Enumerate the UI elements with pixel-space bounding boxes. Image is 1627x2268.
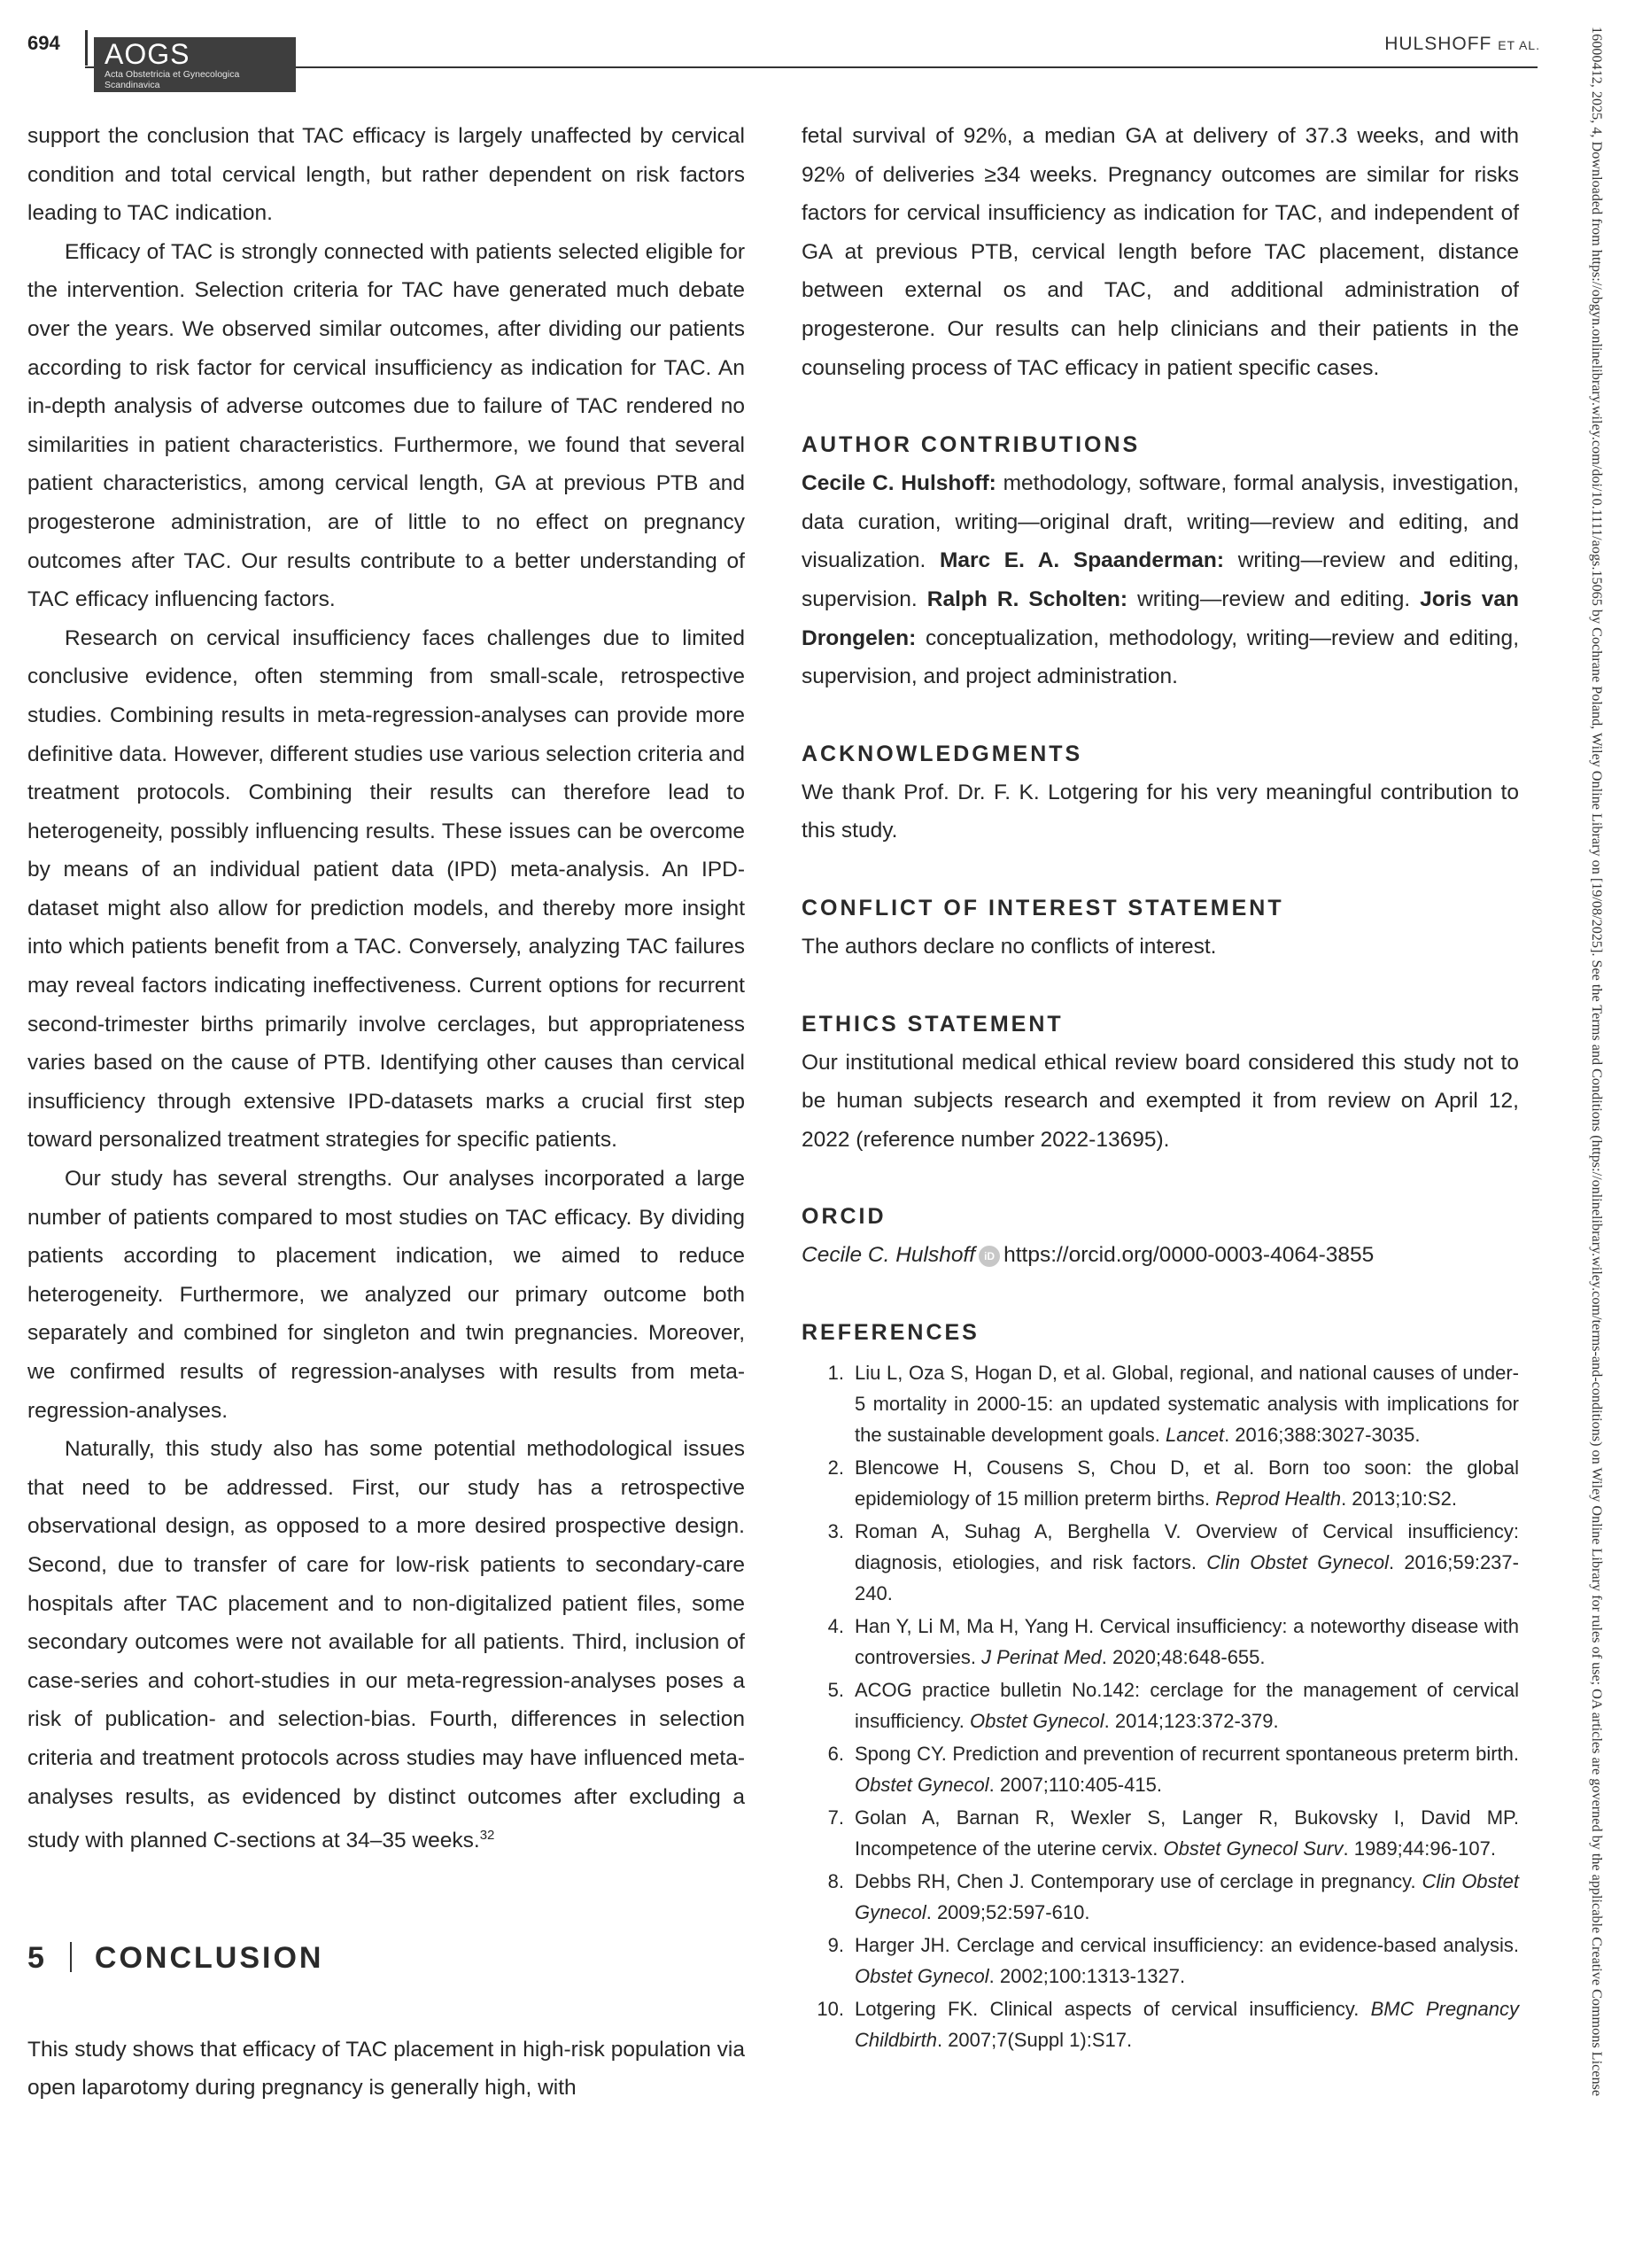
running-head xyxy=(1384,34,1540,55)
reference-item xyxy=(802,1866,1519,1928)
paragraph: Efficacy of TAC is strongly connected with patients selected eligible for the intervention. Selection criteria for TAC have generated much debate over the years. We observed similar outcomes, after dividing our patients according to risk factor for cervical insufficiency as indication for TAC. An in-depth analysis of adverse outcomes due to failure of TAC rendered no similarities in patient characteristics. Furthermore, we found that several patient characteristics, among cervical length, GA at previous PTB and progesterone administration, are of little to no effect on pregnancy outcomes after TAC. Our results contribute to a better understanding of TAC efficacy influencing factors. xyxy=(27,239,745,612)
section-divider xyxy=(70,1942,72,1972)
orcid-icon[interactable]: iD xyxy=(979,1246,1000,1267)
reference-number: 8. xyxy=(827,1869,844,1892)
reference-journal: Lancet xyxy=(1166,1423,1225,1446)
reference-details: . 2007;110:405-415. xyxy=(988,1773,1162,1796)
reference-text: Han Y, Li M, Ma H, Yang H. Cervical insufficiency: a noteworthy disease with controversies. xyxy=(855,1614,1519,1668)
reference-journal: Obstet Gynecol xyxy=(855,1964,989,1987)
paragraph: Our study has several strengths. Our analyses incorporated a large number of patients compared to most studies on TAC efficacy. By dividing patients according to placement indication, we aimed to reduce heterogeneity. Furthermore, we analyzed our primary outcome both separately and combined for singleton and twin pregnancies. Moreover, we confirmed results of regression-analyses with results from meta-regression-analyses. xyxy=(27,1167,745,1423)
journal-full-name: Acta Obstetricia et Gynecologica Scandinavica xyxy=(105,69,240,90)
paragraph: This study shows that efficacy of TAC placement in high-risk population via open laparotomy during pregnancy is generally high, with xyxy=(27,2037,745,2101)
reference-journal: Clin Obstet Gynecol xyxy=(855,1869,1519,1923)
section-heading: ETHICS STATEMENT xyxy=(802,1011,1064,1037)
section-heading: ORCID xyxy=(802,1204,887,1230)
reference-details: . 2020;48:648-655. xyxy=(1101,1645,1266,1668)
author-name: Ralph R. Scholten: xyxy=(926,586,1128,611)
reference-details: . 2013;10:S2. xyxy=(1341,1487,1457,1510)
reference-details: . 1989;44:96-107. xyxy=(1343,1837,1496,1860)
reference-number: 10. xyxy=(817,1997,844,2020)
reference-number: 2. xyxy=(827,1456,844,1479)
reference-text: Golan A, Barnan R, Wexler S, Langer R, Bukovsky I, David MP. Incompetence of the uterine cervix. xyxy=(855,1806,1519,1860)
section-number: 5 xyxy=(27,1940,47,1975)
section-heading: REFERENCES xyxy=(802,1319,980,1345)
reference-number: 1. xyxy=(827,1361,844,1384)
reference-item xyxy=(802,1738,1519,1800)
reference-journal: BMC Pregnancy Childbirth xyxy=(855,1997,1519,2051)
download-sidebar xyxy=(1575,18,1610,2250)
reference-journal: Obstet Gynecol xyxy=(855,1773,989,1796)
reference-item xyxy=(802,1516,1519,1609)
contribution-text: writing—review and editing, supervision. xyxy=(802,548,1519,611)
reference-number: 3. xyxy=(827,1519,844,1542)
reference-details: . 2007;7(Suppl 1):S17. xyxy=(936,2028,1133,2051)
download-notice: 16000412, 2025, 4, Downloaded from https://obgyn.onlinelibrary.wiley.com/doi/10.1111/aogs.15065 by Cochrane Poland, Wiley Online Library on [19/08/2025]. See the Terms and Conditions (https://onlinelibrary.wiley.com/terms-and-conditions) on Wiley Online Library for rules of use; OA articles are governed by the applicable Creative Commons License xyxy=(1589,27,1605,2097)
section-heading: ACKNOWLEDGMENTS xyxy=(802,741,1083,766)
reference-journal: Obstet Gynecol xyxy=(970,1709,1104,1732)
reference-item xyxy=(802,1611,1519,1673)
author-name: Marc E. A. Spaanderman: xyxy=(939,548,1225,573)
paragraph xyxy=(27,1430,745,1860)
reference-number: 5. xyxy=(827,1678,844,1701)
reference-number: 9. xyxy=(827,1933,844,1956)
reference-text: Harger JH. Cerclage and cervical insufficiency: an evidence-based analysis. xyxy=(855,1933,1519,1956)
journal-abbrev: AOGS xyxy=(105,38,190,70)
reference-text: Lotgering FK. Clinical aspects of cervical insufficiency. xyxy=(855,1997,1371,2020)
reference-details: . 2014;123:372-379. xyxy=(1104,1709,1279,1732)
section-heading-conclusion xyxy=(27,1938,745,1977)
paragraph: support the conclusion that TAC efficacy is largely unaffected by cervical condition and total cervical length, but rather dependent on risk factors leading to TAC indication. xyxy=(27,124,745,226)
paragraph: fetal survival of 92%, a median GA at delivery of 37.3 weeks, and with 92% of deliveries ≥34 weeks. Pregnancy outcomes are similar for risks factors for cervical insufficiency as indication for TAC, and independent of GA at previous PTB, cervical length before TAC placement, distance between external os and TAC, and additional administration of progesterone. Our results can help clinicians and their patients in the counseling process of TAC efficacy in patient specific cases. xyxy=(802,124,1519,380)
author-contributions xyxy=(802,464,1519,696)
reference-number: 6. xyxy=(827,1742,844,1765)
paragraph: Our institutional medical ethical review board considered this study not to be human subjects research and exempted it from review on April 12, 2022 (reference number 2022-13695). xyxy=(802,1050,1519,1152)
reference-text: Blencowe H, Cousens S, Chou D, et al. Born too soon: the global epidemiology of 15 million preterm births. xyxy=(855,1456,1519,1510)
reference-text: Liu L, Oza S, Hogan D, et al. Global, regional, and national causes of under-5 mortality in 2000-15: an updated systematic analysis with implications for the sustainable development goals. xyxy=(855,1361,1519,1446)
reference-journal: Obstet Gynecol Surv xyxy=(1163,1837,1344,1860)
section-heading: CONFLICT OF INTEREST STATEMENT xyxy=(802,895,1284,920)
reference-item xyxy=(802,1674,1519,1736)
paragraph: We thank Prof. Dr. F. K. Lotgering for his very meaningful contribution to this study. xyxy=(802,780,1519,843)
section-title: CONCLUSION xyxy=(94,1940,324,1975)
orcid-link[interactable]: https://orcid.org/0000-0003-4064-3855 xyxy=(1003,1243,1375,1268)
section-heading: AUTHOR CONTRIBUTIONS xyxy=(802,432,1141,458)
reference-details: . 2016;59:237-240. xyxy=(855,1550,1519,1604)
header-divider xyxy=(85,30,88,66)
running-etal: ET AL. xyxy=(1498,38,1540,52)
reference-text: Spong CY. Prediction and prevention of recurrent spontaneous preterm birth. xyxy=(855,1742,1519,1765)
paragraph: Research on cervical insufficiency faces challenges due to limited conclusive evidence, often stemming from small-scale, retrospective studies. Combining results in meta-regression-analyses can provide more definitive data. However, different studies use various selection criteria and treatment protocols. Combining their results can therefore lead to heterogeneity, possibly influencing results. These issues can be overcome by means of an individual patient data (IPD) meta-analysis. An IPD-dataset might also allow for prediction models, and thereby more insight into which patients benefit from a TAC. Conversely, analyzing TAC failures may reveal factors indicating ineffectiveness. Current options for recurrent second-trimester births primarily involve cerclages, but appropriateness varies based on the cause of PTB. Identifying other causes than cervical insufficiency through extensive IPD-datasets marks a crucial first step toward personalized treatment strategies for specific patients. xyxy=(27,625,745,1153)
reference-item xyxy=(802,1357,1519,1450)
page-number: 694 xyxy=(27,32,60,54)
reference-item xyxy=(802,1930,1519,1992)
right-column xyxy=(802,117,1519,2057)
reference-item xyxy=(802,1452,1519,1514)
reference-text: ACOG practice bulletin No.142: cerclage for the management of cervical insufficiency. xyxy=(855,1678,1519,1732)
reference-list xyxy=(802,1357,1519,2055)
left-column xyxy=(27,117,745,2108)
reference-journal: Clin Obstet Gynecol xyxy=(1206,1550,1389,1573)
reference-details: . 2009;52:597-610. xyxy=(926,1900,1090,1923)
reference-journal: Reprod Health xyxy=(1215,1487,1342,1510)
paragraph-text: Naturally, this study also has some potential methodological issues that need to be addressed. First, our study has a retrospective observational design, as opposed to a more desired prospective design. Second, due to transfer of care for low-risk patients to secondary-care hospitals after TAC placement and to non-digitalized patient files, some secondary outcomes were not available for all patients. Third, inclusion of case-series and cohort-studies in our meta-regression-analyses poses a risk of publication- and selection-bias. Fourth, differences in selection criteria and treatment protocols across studies may have influenced meta-analyses results, as evidenced by distinct outcomes after excluding a study with planned C-sections at 34–35 weeks. xyxy=(27,1437,745,1853)
header-rule xyxy=(85,66,1538,68)
contribution-text: writing—review and editing. xyxy=(1127,586,1421,611)
reference-number: 4. xyxy=(827,1614,844,1637)
paragraph: The authors declare no conflicts of interest. xyxy=(802,934,1217,959)
orcid-author: Cecile C. Hulshoff xyxy=(802,1243,976,1268)
reference-details: . 2016;388:3027-3035. xyxy=(1224,1423,1421,1446)
author-name: Cecile C. Hulshoff: xyxy=(802,471,996,496)
contribution-text: conceptualization, methodology, writing—review and editing, supervision, and project administration. xyxy=(802,625,1519,689)
reference-number: 7. xyxy=(827,1806,844,1829)
journal-logo xyxy=(94,37,296,92)
reference-item xyxy=(802,1802,1519,1864)
reference-journal: J Perinat Med xyxy=(981,1645,1102,1668)
running-author: HULSHOFF xyxy=(1384,34,1492,54)
reference-text: Roman A, Suhag A, Berghella V. Overview of Cervical insufficiency: diagnosis, etiologies, and risk factors. xyxy=(855,1519,1519,1573)
reference-item xyxy=(802,1993,1519,2055)
reference-details: . 2002;100:1313-1327. xyxy=(988,1964,1186,1987)
citation-superscript: 32 xyxy=(479,1828,495,1844)
reference-text: Debbs RH, Chen J. Contemporary use of cerclage in pregnancy. xyxy=(855,1869,1422,1892)
orcid-line xyxy=(802,1236,1519,1275)
author-name: Joris van Drongelen: xyxy=(802,586,1519,650)
contribution-text: methodology, software, formal analysis, investigation, data curation, writing—original draft, writing—review and editing, and visualization. xyxy=(802,471,1520,573)
